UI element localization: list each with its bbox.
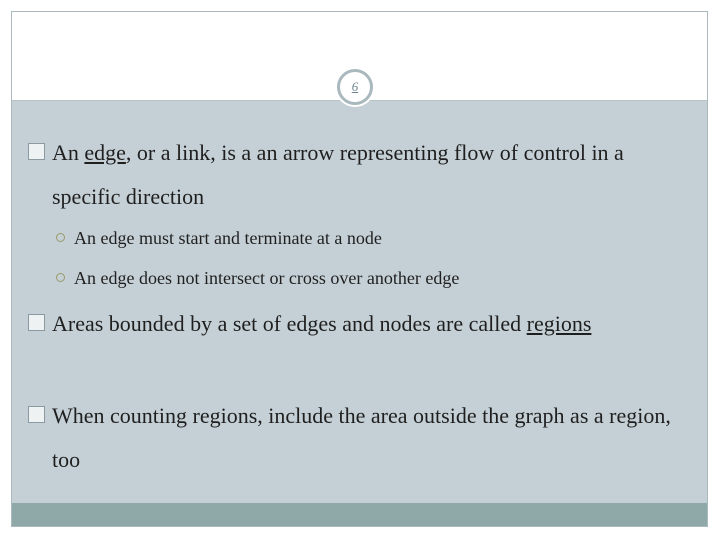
bullet-text: An edge, or a link, is a an arrow representing flow of control in a specific direction [52, 140, 624, 209]
bullet-text: When counting regions, include the area outside the graph as a region, too [52, 403, 671, 472]
slide-footer-band [12, 503, 707, 527]
box-bullet-icon [28, 143, 45, 160]
term-edge: edge [84, 140, 126, 165]
circle-bullet-icon [56, 273, 65, 282]
bullet-regions-definition [28, 302, 683, 346]
sub-bullet-edge-no-cross: An edge does not intersect or cross over another edge [56, 265, 676, 291]
circle-bullet-icon [56, 233, 65, 242]
page-number-badge [337, 69, 373, 105]
page-number: 6 [351, 79, 359, 94]
sub-bullet-edge-start-end: An edge must start and terminate at a node [56, 225, 676, 251]
bullet-text: Areas bounded by a set of edges and nodes are called regions [52, 311, 592, 336]
bullet-counting-regions [28, 394, 683, 482]
term-regions: regions [526, 311, 592, 336]
bullet-edge-definition [28, 131, 683, 219]
box-bullet-icon [28, 406, 45, 423]
box-bullet-icon [28, 314, 45, 331]
